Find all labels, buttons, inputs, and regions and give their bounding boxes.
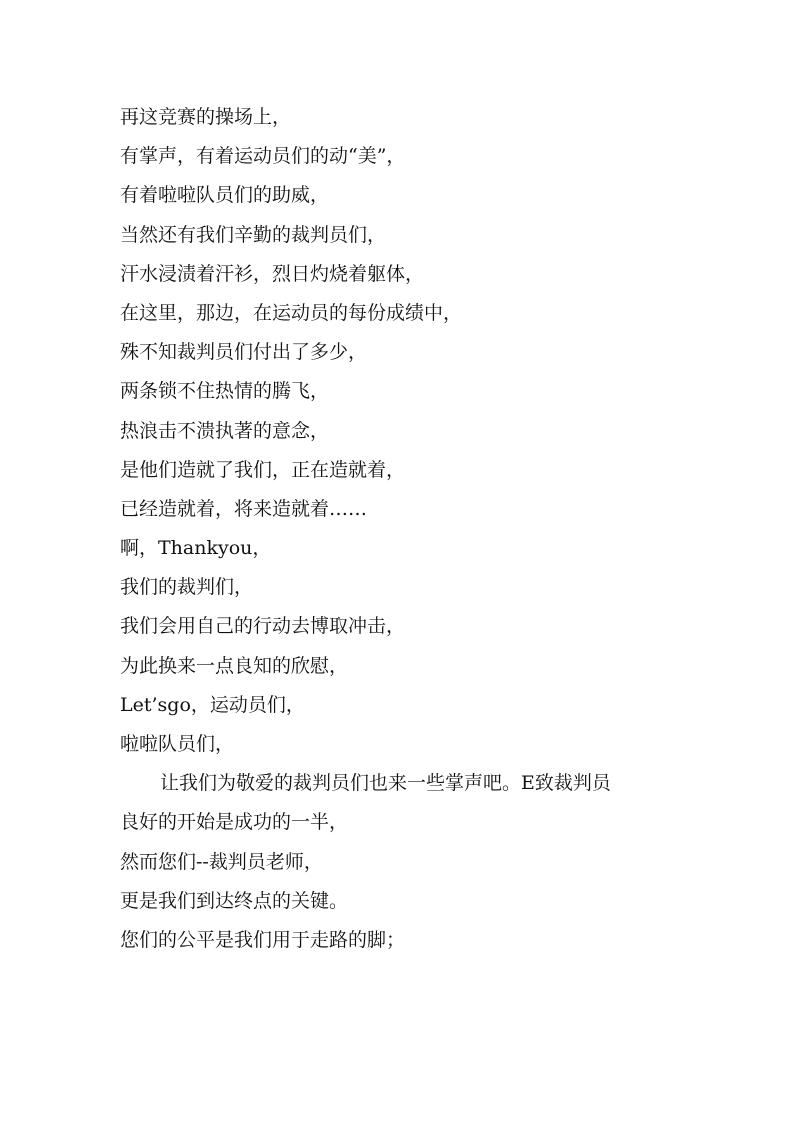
text-line-2: 有掌声，有着运动员们的动“美”， [120, 145, 406, 168]
text-line-21: 更是我们到达终点的关键。 [120, 889, 349, 912]
text-line-12: 啊，Thankyou， [120, 537, 272, 560]
text-line-15: 为此换来一点良知的欣慰， [120, 654, 349, 677]
text-line-22: 您们的公平是我们用于走路的脚； [120, 928, 406, 951]
text-line-19: 良好的开始是成功的一半， [120, 811, 349, 834]
text-line-1: 再这竞赛的操场上， [120, 106, 292, 128]
text-line-10: 是他们造就了我们，正在造就着， [120, 458, 406, 481]
text-line-17: 啦啦队员们， [120, 733, 235, 755]
text-line-8: 两条锁不住热情的腾飞， [120, 380, 330, 403]
text-line-6: 在这里，那边，在运动员的每份成绩中， [120, 301, 463, 324]
text-line-5: 汗水浸渍着汗衫，烈日灼烧着躯体， [120, 262, 425, 285]
text-line-11: 已经造就着，将来造就着…… [120, 497, 368, 520]
text-line-9: 热浪击不溃执著的意念， [120, 419, 330, 442]
text-line-13: 我们的裁判们， [120, 576, 254, 599]
text-line-3: 有着啦啦队员们的助威， [120, 184, 330, 207]
text-line-20: 然而您们--裁判员老师， [120, 850, 323, 873]
document-body [120, 104, 680, 966]
text-line-4: 当然还有我们辛勤的裁判员们， [120, 223, 387, 246]
text-line-16: Let’sgo，运动员们， [120, 693, 305, 716]
text-line-14: 我们会用自己的行动去博取冲击， [120, 615, 406, 638]
text-line-18: 让我们为敬爱的裁判员们也来一些掌声吧。E致裁判员 [160, 772, 611, 795]
text-line-7: 殊不知裁判员们付出了多少， [120, 341, 368, 364]
